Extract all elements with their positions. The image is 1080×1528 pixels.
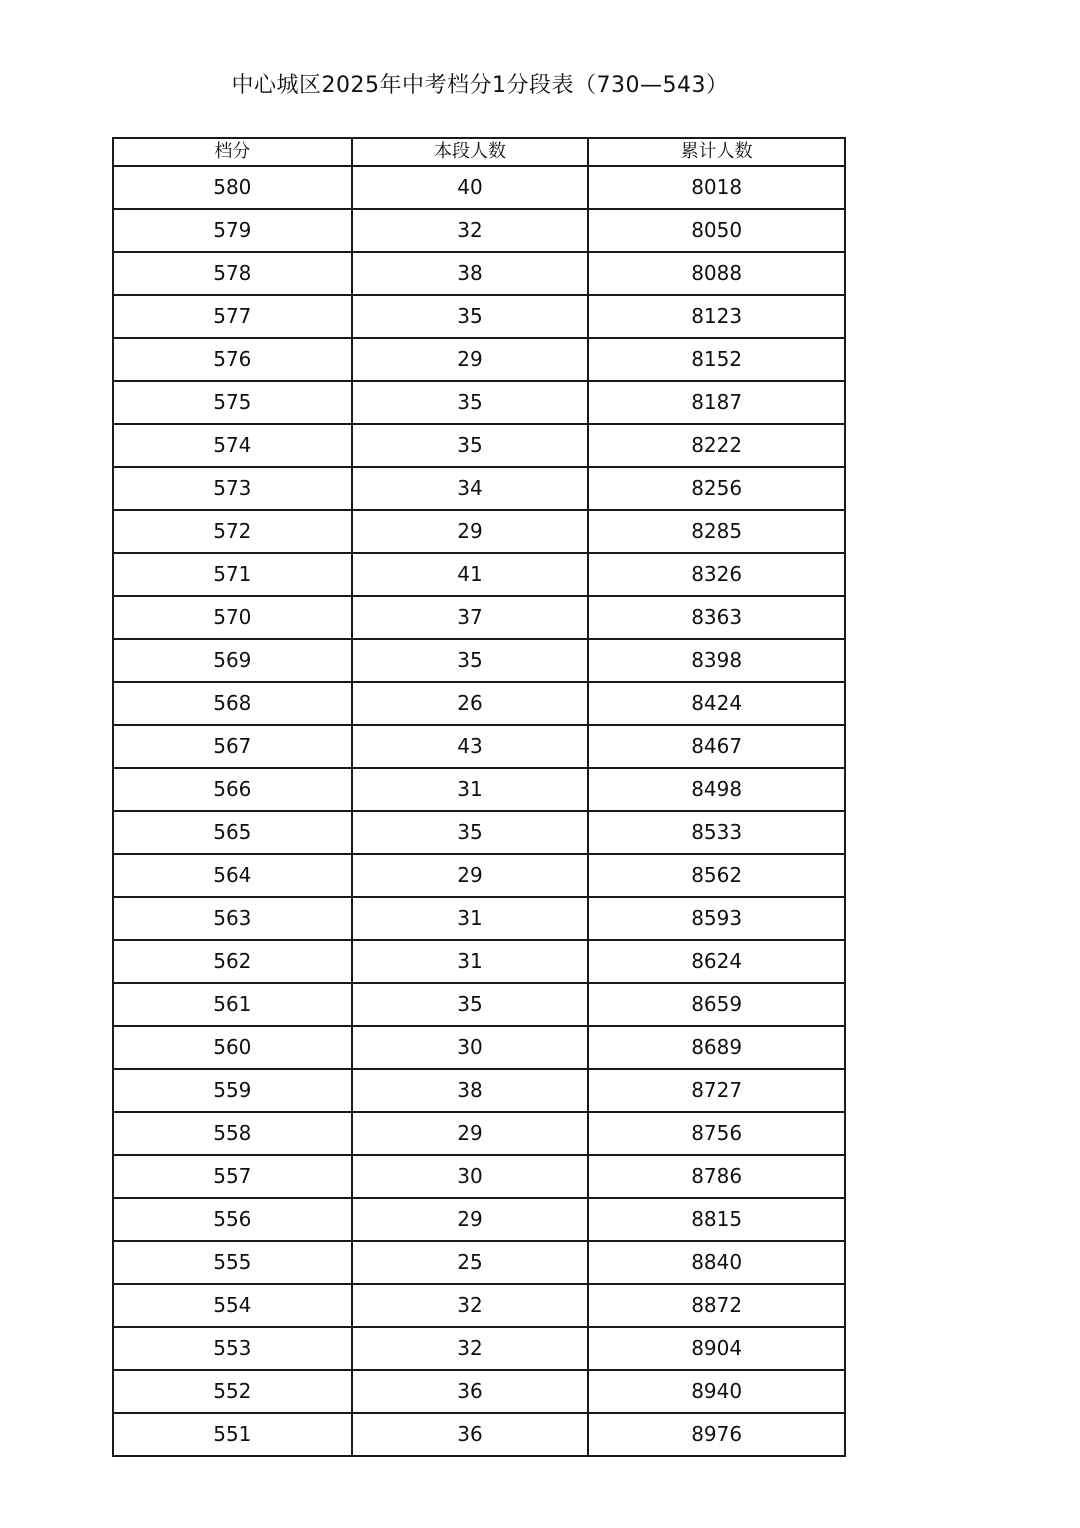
- segment-count-cell: 43: [352, 725, 589, 768]
- table-row: [113, 854, 845, 897]
- score-cell: 554: [113, 1284, 352, 1327]
- score-cell: 574: [113, 424, 352, 467]
- segment-count-cell: 35: [352, 295, 589, 338]
- cumulative-count-cell: 8050: [588, 209, 845, 252]
- cumulative-count-cell: 8756: [588, 1112, 845, 1155]
- table-row: [113, 811, 845, 854]
- score-cell: 567: [113, 725, 352, 768]
- segment-count-cell: 40: [352, 166, 589, 209]
- score-cell: 553: [113, 1327, 352, 1370]
- table-row: [113, 596, 845, 639]
- cumulative-count-cell: 8187: [588, 381, 845, 424]
- cumulative-count-cell: 8222: [588, 424, 845, 467]
- segment-count-cell: 32: [352, 1284, 589, 1327]
- score-cell: 559: [113, 1069, 352, 1112]
- segment-count-cell: 35: [352, 983, 589, 1026]
- table-row: [113, 1241, 845, 1284]
- score-cell: 579: [113, 209, 352, 252]
- cumulative-count-cell: 8123: [588, 295, 845, 338]
- table-row: [113, 639, 845, 682]
- score-cell: 563: [113, 897, 352, 940]
- cumulative-count-cell: 8533: [588, 811, 845, 854]
- segment-count-cell: 35: [352, 381, 589, 424]
- cumulative-count-cell: 8904: [588, 1327, 845, 1370]
- segment-count-cell: 35: [352, 811, 589, 854]
- cumulative-count-cell: 8940: [588, 1370, 845, 1413]
- table-row: [113, 209, 845, 252]
- cumulative-count-cell: 8689: [588, 1026, 845, 1069]
- table-row: [113, 1069, 845, 1112]
- score-cell: 557: [113, 1155, 352, 1198]
- table-row: [113, 1327, 845, 1370]
- segment-count-cell: 30: [352, 1026, 589, 1069]
- table-row: [113, 1413, 845, 1456]
- cumulative-count-cell: 8152: [588, 338, 845, 381]
- table-row: [113, 682, 845, 725]
- table-row: [113, 166, 845, 209]
- score-table: [112, 137, 846, 1457]
- cumulative-count-cell: 8624: [588, 940, 845, 983]
- table-row: [113, 940, 845, 983]
- header-row: [113, 138, 845, 166]
- table-row: [113, 725, 845, 768]
- segment-count-cell: 38: [352, 1069, 589, 1112]
- score-cell: 575: [113, 381, 352, 424]
- table-row: [113, 338, 845, 381]
- cumulative-count-cell: 8398: [588, 639, 845, 682]
- score-cell: 564: [113, 854, 352, 897]
- score-cell: 572: [113, 510, 352, 553]
- score-cell: 580: [113, 166, 352, 209]
- segment-count-cell: 31: [352, 940, 589, 983]
- segment-count-cell: 37: [352, 596, 589, 639]
- cumulative-count-cell: 8786: [588, 1155, 845, 1198]
- score-cell: 561: [113, 983, 352, 1026]
- table-header: [113, 138, 845, 166]
- score-cell: 560: [113, 1026, 352, 1069]
- score-cell: 576: [113, 338, 352, 381]
- segment-count-cell: 32: [352, 209, 589, 252]
- segment-count-cell: 35: [352, 639, 589, 682]
- table-row: [113, 252, 845, 295]
- cumulative-count-cell: 8976: [588, 1413, 845, 1456]
- cumulative-count-cell: 8727: [588, 1069, 845, 1112]
- score-cell: 566: [113, 768, 352, 811]
- table-row: [113, 1026, 845, 1069]
- score-cell: 558: [113, 1112, 352, 1155]
- segment-count-cell: 32: [352, 1327, 589, 1370]
- segment-count-cell: 29: [352, 1112, 589, 1155]
- score-cell: 573: [113, 467, 352, 510]
- segment-count-cell: 30: [352, 1155, 589, 1198]
- segment-count-cell: 38: [352, 252, 589, 295]
- table-row: [113, 424, 845, 467]
- table-row: [113, 295, 845, 338]
- segment-count-cell: 29: [352, 854, 589, 897]
- header-score: 档分: [113, 138, 352, 166]
- segment-count-cell: 26: [352, 682, 589, 725]
- segment-count-cell: 41: [352, 553, 589, 596]
- score-cell: 569: [113, 639, 352, 682]
- header-cumulative-count: 累计人数: [588, 138, 845, 166]
- table-row: [113, 467, 845, 510]
- cumulative-count-cell: 8018: [588, 166, 845, 209]
- score-cell: 570: [113, 596, 352, 639]
- score-cell: 556: [113, 1198, 352, 1241]
- segment-count-cell: 35: [352, 424, 589, 467]
- segment-count-cell: 34: [352, 467, 589, 510]
- table-body: [113, 166, 845, 1456]
- cumulative-count-cell: 8815: [588, 1198, 845, 1241]
- cumulative-count-cell: 8840: [588, 1241, 845, 1284]
- cumulative-count-cell: 8872: [588, 1284, 845, 1327]
- cumulative-count-cell: 8562: [588, 854, 845, 897]
- segment-count-cell: 31: [352, 768, 589, 811]
- table-row: [113, 768, 845, 811]
- cumulative-count-cell: 8285: [588, 510, 845, 553]
- score-cell: 551: [113, 1413, 352, 1456]
- cumulative-count-cell: 8467: [588, 725, 845, 768]
- score-cell: 571: [113, 553, 352, 596]
- segment-count-cell: 36: [352, 1370, 589, 1413]
- table-row: [113, 1198, 845, 1241]
- segment-count-cell: 29: [352, 1198, 589, 1241]
- table-row: [113, 897, 845, 940]
- cumulative-count-cell: 8593: [588, 897, 845, 940]
- page-title: 中心城区2025年中考档分1分段表（730—543）: [231, 73, 729, 98]
- segment-count-cell: 25: [352, 1241, 589, 1284]
- cumulative-count-cell: 8088: [588, 252, 845, 295]
- segment-count-cell: 29: [352, 338, 589, 381]
- score-cell: 562: [113, 940, 352, 983]
- cumulative-count-cell: 8424: [588, 682, 845, 725]
- cumulative-count-cell: 8659: [588, 983, 845, 1026]
- table-row: [113, 1284, 845, 1327]
- score-cell: 555: [113, 1241, 352, 1284]
- table-row: [113, 983, 845, 1026]
- table-row: [113, 1370, 845, 1413]
- table-row: [113, 381, 845, 424]
- score-cell: 565: [113, 811, 352, 854]
- cumulative-count-cell: 8326: [588, 553, 845, 596]
- score-cell: 577: [113, 295, 352, 338]
- table-row: [113, 1112, 845, 1155]
- segment-count-cell: 29: [352, 510, 589, 553]
- cumulative-count-cell: 8363: [588, 596, 845, 639]
- segment-count-cell: 36: [352, 1413, 589, 1456]
- header-segment-count: 本段人数: [352, 138, 589, 166]
- table-row: [113, 1155, 845, 1198]
- cumulative-count-cell: 8498: [588, 768, 845, 811]
- table-row: [113, 553, 845, 596]
- score-cell: 578: [113, 252, 352, 295]
- table-row: [113, 510, 845, 553]
- segment-count-cell: 31: [352, 897, 589, 940]
- score-cell: 552: [113, 1370, 352, 1413]
- cumulative-count-cell: 8256: [588, 467, 845, 510]
- score-cell: 568: [113, 682, 352, 725]
